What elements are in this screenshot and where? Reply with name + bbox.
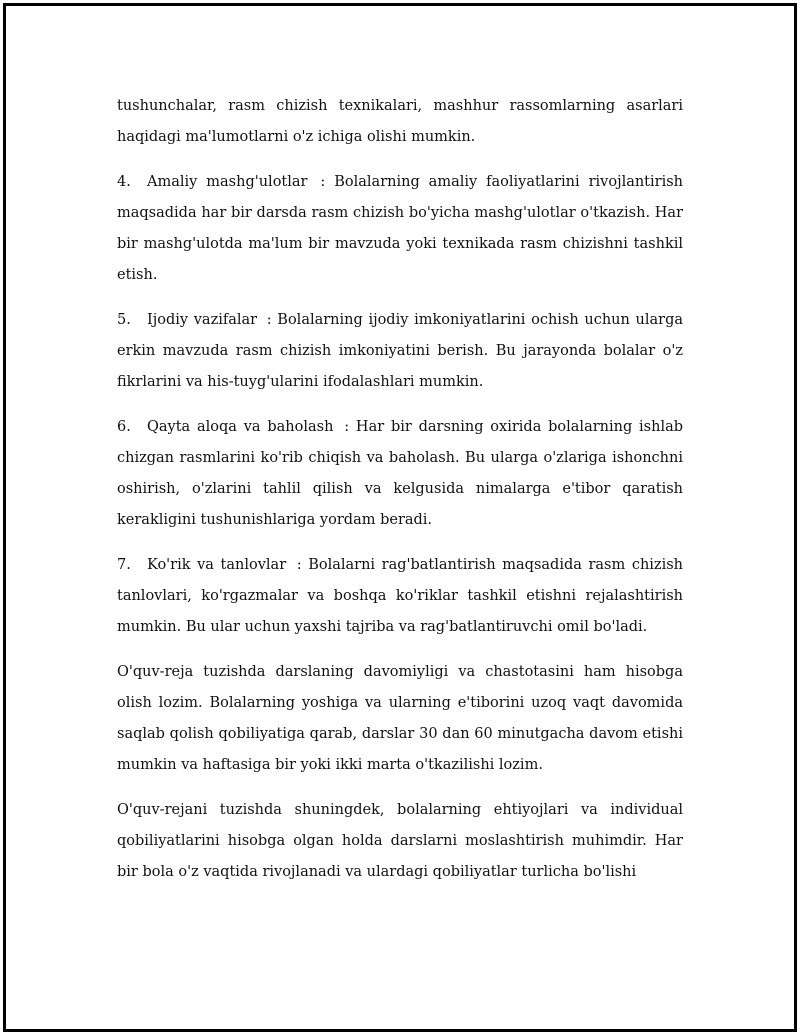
list-number: 4. <box>117 174 131 190</box>
list-item-title: Amaliy mashg'ulotlar <box>147 174 308 190</box>
list-item-6 <box>117 412 683 536</box>
list-item-7 <box>117 550 683 643</box>
document-body <box>117 91 683 902</box>
paragraph-text: : Bolalarni rag'batlantirish maqsadida rasm chizish tanlovlari, ko'rgazmalar va boshqa ko'riklar tashkil etishni rejalashtirish mumkin. Bu ular uchun yaxshi tajriba va rag'batlantiruvchi omil bo'ladi. <box>117 557 683 635</box>
list-item-4 <box>117 167 683 291</box>
list-number: 5. <box>117 312 131 328</box>
paragraph-text: : Bolalarning ijodiy imkoniyatlarini ochish uchun ularga erkin mavzuda rasm chizish imkoniyatini berish. Bu jarayonda bolalar o'z fikrlarini va his-tuyg'ularini ifodalashlari mumkin. <box>117 312 684 390</box>
paragraph-adaptation <box>117 795 683 888</box>
list-number: 7. <box>117 557 131 573</box>
list-item-5 <box>117 305 683 398</box>
list-item-title: Ijodiy vazifalar <box>147 312 258 328</box>
list-item-title: Qayta aloqa va baholash <box>147 419 334 435</box>
paragraph-text: O'quv-rejani tuzishda shuningdek, bolalarning ehtiyojlari va individual qobiliyatlarini hisobga olgan holda darslarni moslashtirish muhimdir. Har bir bola o'z vaqtida rivojlanadi va ulardagi qobiliyatlar turlicha bo'lishi <box>117 802 683 880</box>
paragraph-text: tushunchalar, rasm chizish texnikalari, mashhur rassomlarning asarlari haqidagi ma'lumotlarni o'z ichiga olishi mumkin. <box>117 98 683 145</box>
paragraph-text: : Har bir darsning oxirida bolalarning ishlab chizgan rasmlarini ko'rib chiqish va baholash. Bu ularga o'zlariga ishonchni oshirish, o'zlarini tahlil qilish va kelgusida nimalarga e'tibor qaratish kerakligini tushunishlariga yordam beradi. <box>117 419 684 528</box>
paragraph-continuation <box>117 91 683 153</box>
list-number: 6. <box>117 419 131 435</box>
paragraph-text: : Bolalarning amaliy faoliyatlarini rivojlantirish maqsadida har bir darsda rasm chizish bo'yicha mashg'ulotlar o'tkazish. Har bir mashg'ulotda ma'lum bir mavzuda yoki texnikada rasm chizishni tashkil etish. <box>117 174 683 283</box>
paragraph-text: O'quv-reja tuzishda darslaning davomiyligi va chastotasini ham hisobga olish lozim. Bolalarning yoshiga va ularning e'tiborini uzoq vaqt davomida saqlab qolish qobiliyatiga qarab, darslar 30 dan 60 minutgacha davom etishi mumkin va haftasiga bir yoki ikki marta o'tkazilishi lozim. <box>117 664 683 773</box>
list-item-title: Ko'rik va tanlovlar <box>147 557 287 573</box>
paragraph-duration <box>117 657 683 781</box>
